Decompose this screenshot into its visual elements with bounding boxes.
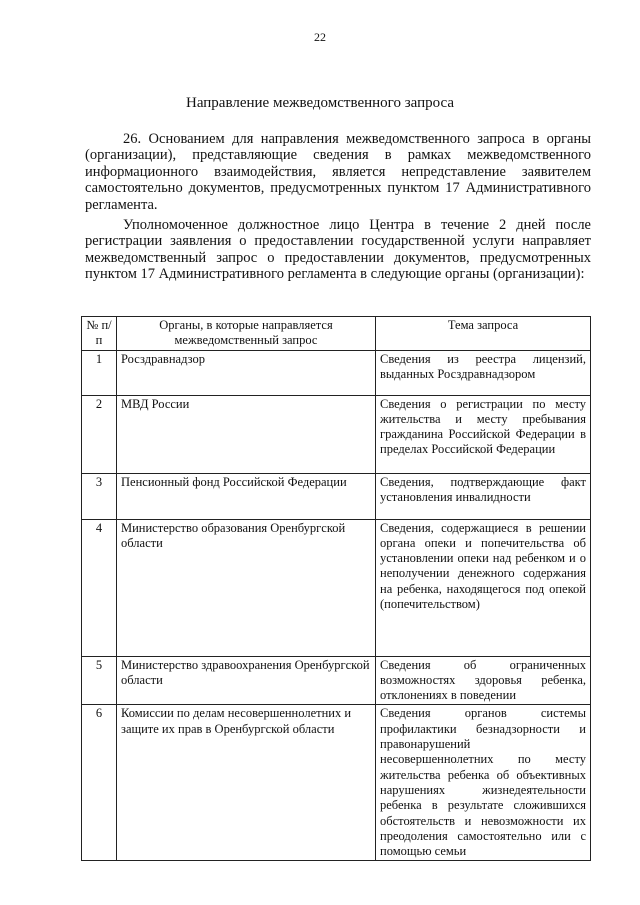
row-topic: Сведения органов системы профилактики безнадзорности и правонарушений несовершеннолетних по месту жительства ребенка об объективных нарушениях жизнедеятельности ребенка в результате сложившихся обстоятельств и невозможности их преодоления самостоятельно или с помощью семьи xyxy=(376,705,591,861)
row-organization: МВД России xyxy=(117,395,376,473)
row-topic: Сведения, подтверждающие факт установления инвалидности xyxy=(376,473,591,519)
row-organization: Министерство образования Оренбургской области xyxy=(117,519,376,656)
row-topic: Сведения о регистрации по месту жительства и месту пребывания гражданина Российской Федерации в пределах Российской Федерации xyxy=(376,395,591,473)
table-row xyxy=(82,395,591,473)
row-topic: Сведения об ограниченных возможностях здоровья ребенка, отклонениях в поведении xyxy=(376,656,591,705)
row-organization: Пенсионный фонд Российской Федерации xyxy=(117,473,376,519)
table-row xyxy=(82,473,591,519)
header-topic: Тема запроса xyxy=(376,317,591,351)
row-topic: Сведения из реестра лицензий, выданных Росздравнадзором xyxy=(376,350,591,395)
page-number: 22 xyxy=(314,30,326,44)
paragraph-26: 26. Основанием для направления межведомственного запроса в органы (организации), представляющие сведения в рамках межведомственного информационного взаимодействия, является непредставление заявителем самостоятельно документов, предусмотренных пунктом 17 Административного регламента. xyxy=(85,131,591,213)
table-row xyxy=(82,350,591,395)
row-organization: Министерство здравоохранения Оренбургской области xyxy=(117,656,376,705)
row-number: 3 xyxy=(82,473,117,519)
table-row xyxy=(82,656,591,705)
requests-table xyxy=(81,316,591,861)
header-organization: Органы, в которые направляется межведомственный запрос xyxy=(117,317,376,351)
table-row xyxy=(82,519,591,656)
row-number: 6 xyxy=(82,705,117,861)
row-topic: Сведения, содержащиеся в решении органа опеки и попечительства об установлении опеки над ребенком и о неполучении денежного содержания на ребенка, находящегося под опекой (попечительством) xyxy=(376,519,591,656)
paragraph-authorized-official: Уполномоченное должностное лицо Центра в течение 2 дней после регистрации заявления о предоставлении государственной услуги направляет межведомственный запрос о предоставлении документов, предусмотренных пунктом 17 Административного регламента в следующие органы (организации): xyxy=(85,217,591,283)
row-organization: Комиссии по делам несовершеннолетних и защите их прав в Оренбургской области xyxy=(117,705,376,861)
table-row xyxy=(82,705,591,861)
section-heading: Направление межведомственного запроса xyxy=(185,95,454,111)
header-number: № п/п xyxy=(82,317,117,351)
row-organization: Росздравнадзор xyxy=(117,350,376,395)
row-number: 4 xyxy=(82,519,117,656)
row-number: 1 xyxy=(82,350,117,395)
row-number: 2 xyxy=(82,395,117,473)
table-header-row xyxy=(82,317,591,351)
row-number: 5 xyxy=(82,656,117,705)
